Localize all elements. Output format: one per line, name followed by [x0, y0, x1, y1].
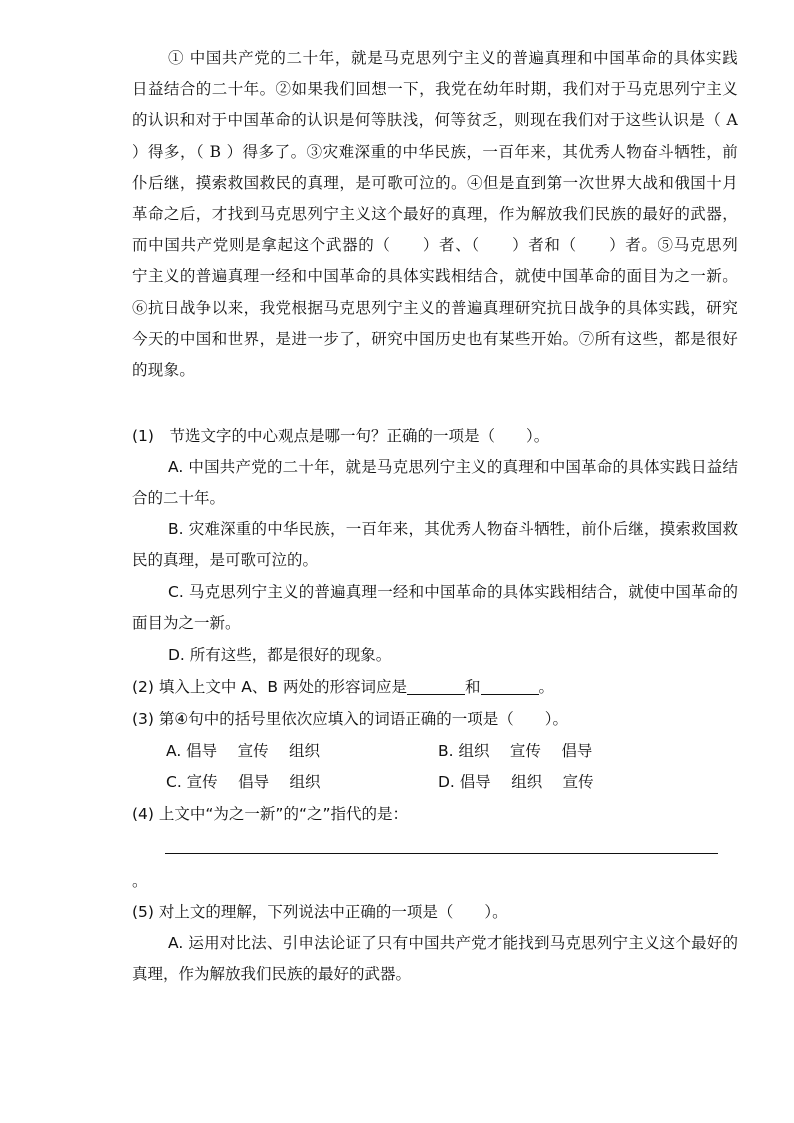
passage-text: ① 中国共产党的二十年，就是马克思列宁主义的普遍真理和中国革命的具体实践日益结合的二十年。②如果我们回想一下，我党在幼年时期，我们对于马克思列宁主义的认识和对于中国革命的认识是何等肤浅，何等贫乏，则现在我们对于这些认识是（ A ）得多，（ B ）得多了。③灾难深重的中华民族，一百年来，其优秀人物奋斗牺牲，前仆后继，摸索救国救民的真理，是可歌可泣的。④但是直到第一次世界大战和俄国十月革命之后，才找到马克思列宁主义这个最好的真理，作为解放我们民族的最好的武器，而中国共产党则是拿起这个武器的（ ）者、（ ）者和（ ）者。⑤马克思列宁主义的普遍真理一经和中国革命的具体实践相结合，就使中国革命的面目为之一新。⑥抗日战争以来，我党根据马克思列宁主义的普遍真理研究抗日战争的具体实践，研究今天的中国和世界，是进一步了，研究中国历史也有某些开始。⑦所有这些，都是很好的现象。	[132, 49, 738, 380]
question-3-stem: (3) 第④句中的括号里依次应填入的词语正确的一项是（ ）。	[132, 710, 569, 728]
question-1-option-c: C. 马克思列宁主义的普遍真理一经和中国革命的具体实践相结合，就使中国革命的面目为之一新。	[132, 583, 738, 632]
question-1-option-a: A. 中国共产党的二十年，就是马克思列宁主义的真理和中国革命的具体实践日益结合的二十年。	[132, 458, 738, 507]
question-1-stem: (1) 节选文字的中心观点是哪一句？正确的一项是（ ）。	[132, 427, 550, 445]
question-2-text-pre: (2) 填入上文中 A、B 两处的形容词应是	[132, 678, 407, 696]
question-5-option-a: A. 运用对比法、引申法论证了只有中国共产党才能找到马克思列宁主义这个最好的真理，作为解放我们民族的最好的武器。	[132, 934, 738, 983]
question-2-stem	[132, 672, 738, 703]
question-5-stem: (5) 对上文的理解，下列说法中正确的一项是（ ）。	[132, 903, 508, 921]
question-4-answer-line[interactable]	[165, 853, 718, 854]
question-3-option-a: A. 倡导 宣传 组织	[166, 742, 321, 760]
answer-blank-a[interactable]	[407, 676, 465, 695]
question-3-option-d: D. 倡导 组织 宣传	[438, 773, 594, 791]
answer-blank-b[interactable]	[481, 676, 539, 695]
question-4-end-mark: 。	[132, 872, 148, 890]
question-1-option-d: D. 所有这些，都是很好的现象。	[168, 646, 392, 664]
question-3-option-b: B. 组织 宣传 倡导	[438, 742, 593, 760]
question-3-option-c: C. 宣传 倡导 组织	[166, 773, 321, 791]
question-4-stem: (4) 上文中“为之一新”的“之”指代的是：	[132, 805, 409, 823]
question-2-text-post: 。	[538, 678, 555, 696]
reading-passage	[132, 43, 738, 386]
question-1-option-b: B. 灾难深重的中华民族，一百年来，其优秀人物奋斗牺牲，前仆后继，摸索救国救民的真理，是可歌可泣的。	[132, 520, 738, 569]
question-2-text-mid: 和	[464, 678, 481, 696]
